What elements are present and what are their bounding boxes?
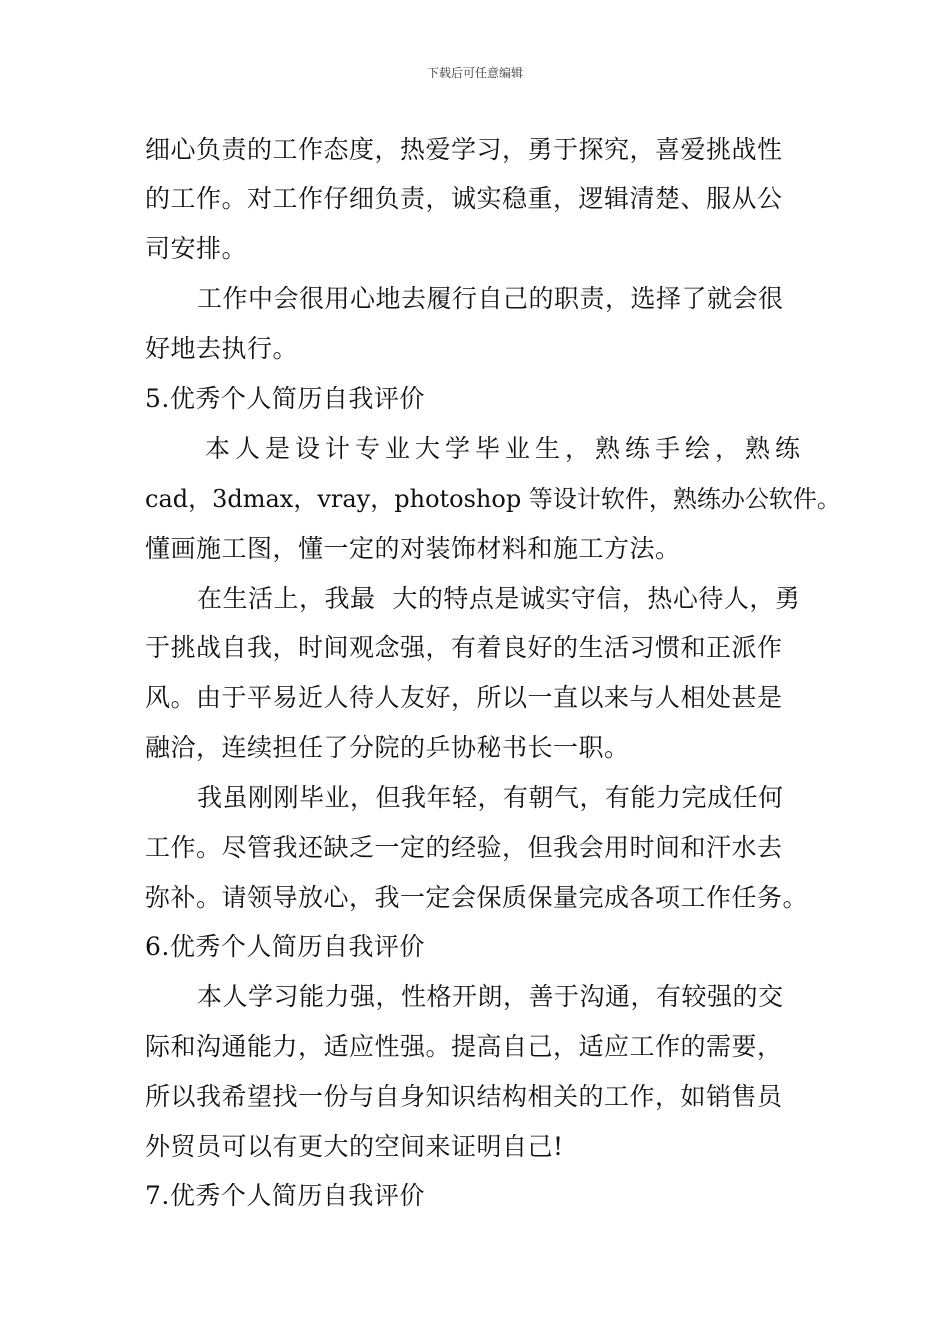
paragraph-line: 融洽，连续担任了分院的乒协秘书长一职。 [145,733,630,762]
paragraph-line: 于挑战自我，时间观念强，有着良好的生活习惯和正派作 [145,633,783,662]
paragraph-line: 懂画施工图，懂一定的对装饰材料和施工方法。 [145,534,681,563]
paragraph-line: 风。由于平易近人待人友好，所以一直以来与人相处甚是 [145,683,783,712]
paragraph-line: 外贸员可以有更大的空间来证明自己! [145,1132,564,1161]
paragraph-line: 所以我希望找一份与自身知识结构相关的工作，如销售员 [145,1082,783,1111]
paragraph-line: 弥补。请领导放心，我一定会保质保量完成各项工作任务。 [145,883,809,912]
paragraph-line: 我虽刚刚毕业，但我年轻，有朝气，有能力完成任何 [197,783,784,812]
paragraph-line: 在生活上，我最 大的特点是诚实守信，热心待人，勇 [197,584,801,613]
section-heading: 7.优秀个人简历自我评价 [145,1181,425,1210]
paragraph-line: cad，3dmax，vray，photoshop 等设计软件，熟练办公软件。 [145,485,841,513]
paragraph-line: 工作。尽管我还缺乏一定的经验，但我会用时间和汗水去 [145,833,783,862]
section-heading: 6.优秀个人简历自我评价 [145,932,425,961]
paragraph-line: 工作中会很用心地去履行自己的职责，选择了就会很 [197,284,784,313]
paragraph-line: 际和沟通能力，适应性强。提高自己，适应工作的需要， [145,1032,783,1061]
page-header: 下载后可任意编辑 [426,66,523,80]
paragraph-line: 的工作。对工作仔细负责，诚实稳重，逻辑清楚、服从公 [145,184,783,213]
section-heading: 5.优秀个人简历自我评价 [145,384,425,413]
paragraph-line: 好地去执行。 [145,334,299,363]
paragraph-line: 本人学习能力强，性格开朗，善于沟通，有较强的交 [197,982,784,1011]
paragraph-line: 细心负责的工作态度，热爱学习，勇于探究，喜爱挑战性 [145,135,783,164]
paragraph-line: 司安排。 [145,234,248,263]
paragraph-line: 本人是设计专业大学毕业生，熟练手绘，熟练 [205,434,806,463]
